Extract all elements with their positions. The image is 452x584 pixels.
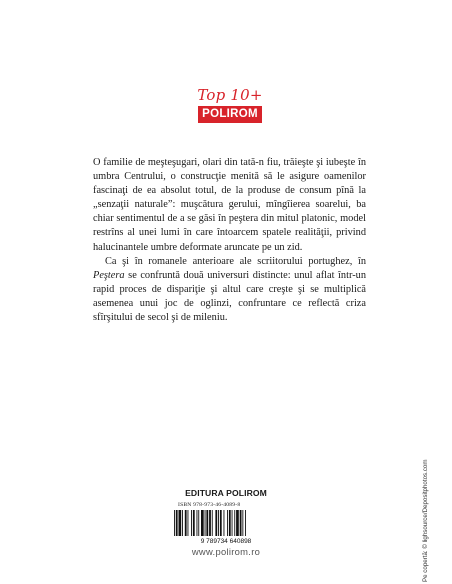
back-cover-blurb [93, 156, 366, 325]
isbn-barcode [170, 510, 282, 544]
isbn: ISBN 978-973-46-4089-8 [178, 502, 241, 508]
website: www.polirom.ro [191, 546, 261, 557]
footer-publisher: EDITURA POLIROM [185, 488, 267, 498]
series-title: Top 10+ [197, 86, 263, 104]
blurb-p2-text: Ca şi în romanele anterioare ale scriitorului portughez, în [105, 255, 366, 267]
blurb-paragraph-1: O familie de meşteşugari, olari din tată-n fiu, trăieşte şi iubeşte în umbra Centrului, o construcţie menită să le asigure oamenilor fascinaţi de ea absolut totul, de la produse de consum pînă la „senzaţii naturale”: muşcătura gerului, mîngîierea soarelui, ba chiar sentimentul de a se găsi în peştera din mitul platonic, model restrîns al unei lumi în care întoarcem spatele realităţii, privind halucinantele umbre deformate aruncate pe un zid. [93, 157, 366, 253]
blurb-p2-text-end: se confruntă două universuri distincte: unul aflat într-un rapid proces de dispariţie şi altul care creşte şi se multiplică asemenea unui joc de oglinzi, confruntare ce reflectă criza sfîrşitului de secol şi de mileniu. [93, 269, 366, 324]
cover-credit: Pe copertă: © lighsource/Depositphotos.com [422, 459, 429, 582]
publisher-badge: POLIROM [198, 106, 262, 123]
book-title-italic: Peştera [93, 269, 125, 281]
blurb-paragraph-2 [93, 255, 366, 325]
series-logo [192, 86, 268, 123]
barcode-digits: 9 789734 640898 [200, 538, 252, 544]
